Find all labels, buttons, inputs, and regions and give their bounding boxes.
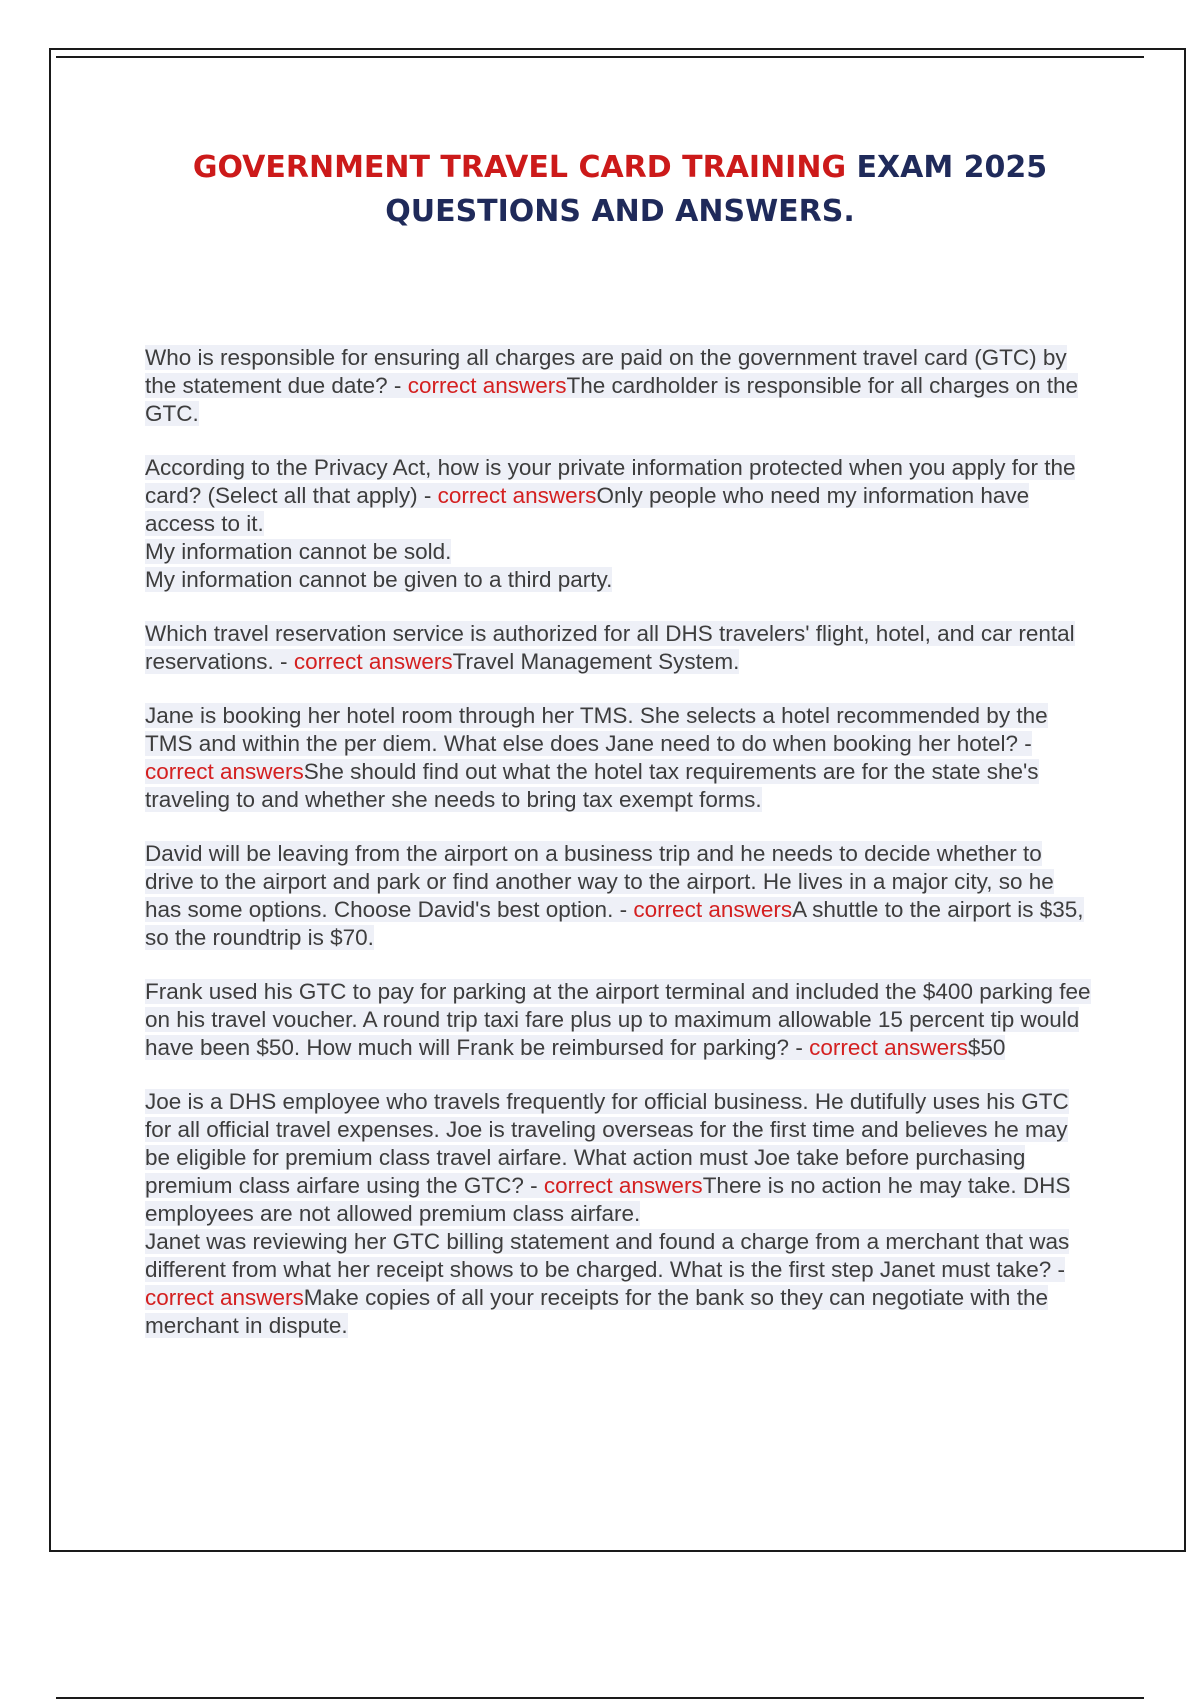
qa-text [145,455,1075,536]
qa-text [145,979,1091,1060]
answer-line-text: My information cannot be given to a third party. [145,567,613,592]
answer-line [145,538,1095,566]
answer-marker: correct answers [809,1035,968,1060]
answer-text: A shuttle to the airport is $35, so the roundtrip is $70. [145,897,1084,950]
answer-marker: correct answers [293,649,453,674]
document-title [60,146,1180,234]
answer-marker: correct answers [407,373,567,398]
qa-item-3 [145,620,1095,676]
bottom-rule [56,1697,1144,1699]
answer-line [145,566,1095,594]
question-text: Which travel reservation service is authorized for all DHS travelers' flight, hotel, and car rental reservations. - [145,621,1075,674]
answer-text: There is no action he may take. DHS employees are not allowed premium class airfare. [145,1173,1071,1226]
answer-text: Only people who need my information have access to it. [145,483,1030,536]
question-text: David will be leaving from the airport on a business trip and he needs to decide whether to drive to the airport and park or find another way to the airport. He lives in a major city, so he has some options. Choose David's best option. - [145,841,1054,922]
qa-item-6 [145,978,1095,1062]
answer-text: Travel Management System. [452,649,740,674]
qa-item-8 [145,1228,1095,1340]
qa-item-7 [145,1088,1095,1228]
qa-item-1 [145,344,1095,428]
answer-marker: correct answers [437,483,597,508]
qa-list [145,344,1095,1366]
question-text: According to the Privacy Act, how is your private information protected when you apply for the card? (Select all that apply) - [145,455,1076,508]
qa-text [145,841,1084,950]
answer-text: $50 [967,1035,1006,1060]
qa-text [145,345,1078,426]
answer-line-text: My information cannot be sold. [145,539,452,564]
answer-marker: correct answers [145,1285,304,1310]
title-line-2: QUESTIONS AND ANSWERS. [385,194,855,229]
answer-text: She should find out what the hotel tax requirements are for the state she's traveling to and whether she needs to bring tax exempt forms. [145,759,1039,812]
qa-text [145,621,1075,674]
answer-marker: correct answers [633,897,793,922]
qa-item-4 [145,702,1095,814]
question-text: Who is responsible for ensuring all charges are paid on the government travel card (GTC) by the statement due date? - [145,345,1067,398]
answer-text: Make copies of all your receipts for the bank so they can negotiate with the merchant in dispute. [145,1285,1048,1338]
qa-text [145,1089,1070,1226]
question-text: Joe is a DHS employee who travels frequently for official business. He dutifully uses his GTC for all official travel expenses. Joe is traveling overseas for the first time and believes he may be eligible for premium class travel airfare. What action must Joe take before purchasing premium class airfare using the GTC? - [145,1089,1069,1198]
question-text: Janet was reviewing her GTC billing statement and found a charge from a merchant that was different from what her receipt shows to be charged. What is the first step Janet must take? - [145,1229,1070,1282]
title-red-part: GOVERNMENT TRAVEL CARD TRAINING [192,150,847,185]
answer-text: The cardholder is responsible for all charges on the GTC. [145,373,1079,426]
answer-marker: correct answers [543,1173,703,1198]
question-text: Jane is booking her hotel room through her TMS. She selects a hotel recommended by the TMS and within the per diem. What else does Jane need to do when booking her hotel? - [145,703,1048,756]
title-dark-part: EXAM 2025 [846,150,1048,185]
question-text: Frank used his GTC to pay for parking at the airport terminal and included the $400 parking fee on his travel voucher. A round trip taxi fare plus up to maximum allowable 15 percent tip would have been $50. How much will Frank be reimbursed for parking? - [145,979,1091,1060]
title-line-1 [193,150,1047,185]
qa-item-2 [145,454,1095,594]
qa-item-5 [145,840,1095,952]
top-rule [56,56,1144,58]
qa-text [145,1229,1069,1338]
answer-marker: correct answers [145,759,304,784]
qa-text [145,703,1048,812]
